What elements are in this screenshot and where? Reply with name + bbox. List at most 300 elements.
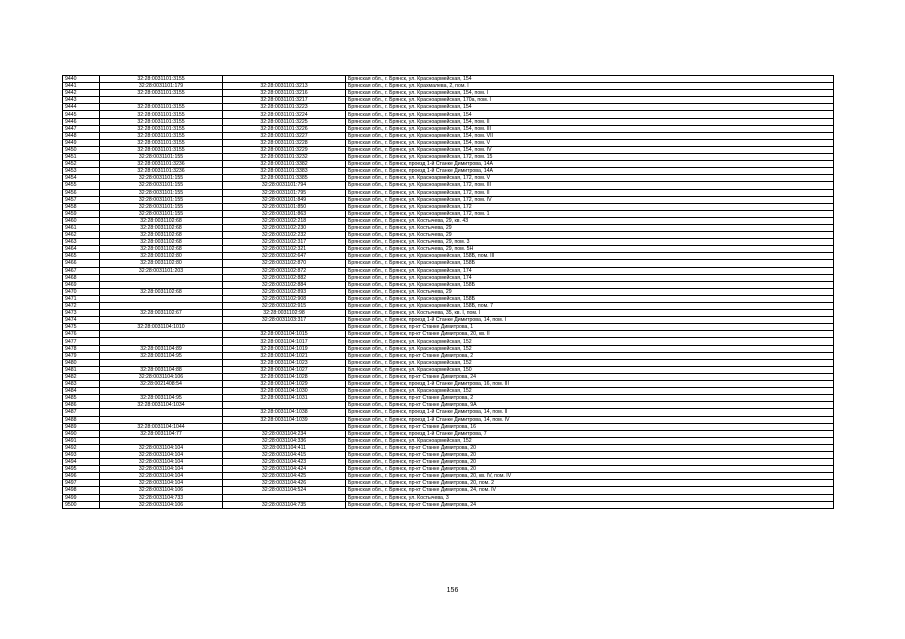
object-cadastral-number-cell: 32:28:0031101:3217 [223,97,346,104]
parcel-cadastral-number-cell: 32:28:0031101:3155 [100,146,223,153]
address-cell: Брянская обл., г. Брянск, проезд 1-й Станке Димитрова, 14А [346,168,834,175]
object-cadastral-number-cell: 32:28:0031104:1031 [223,395,346,402]
parcel-cadastral-number-cell: 32:28:0031104:106 [100,373,223,380]
row-number-cell: 9455 [63,182,100,189]
address-cell: Брянская обл., г. Брянск, пр-кт Станке Димитрова, 1 [346,324,834,331]
row-number-cell: 9480 [63,359,100,366]
address-cell: Брянская обл., г. Брянск, ул. Красноармейская, 152 [346,338,834,345]
table-row [63,83,834,90]
parcel-cadastral-number-cell: 32:28:0031101:3236 [100,168,223,175]
table-row [63,381,834,388]
row-number-cell: 9454 [63,175,100,182]
parcel-cadastral-number-cell [100,409,223,416]
table-row [63,444,834,451]
table-row [63,303,834,310]
object-cadastral-number-cell: 32:28:0031101:3383 [223,168,346,175]
address-cell: Брянская обл., г. Брянск, пр-кт Станке Димитрова, 24 [346,373,834,380]
parcel-cadastral-number-cell: 32:28:0031101:203 [100,267,223,274]
object-cadastral-number-cell: 32:28:0031102:230 [223,224,346,231]
address-cell: Брянская обл., г. Брянск, ул. Костычева, 3 [346,494,834,501]
row-number-cell: 9447 [63,125,100,132]
parcel-cadastral-number-cell: 32:28:0031104:733 [100,494,223,501]
parcel-cadastral-number-cell [100,416,223,423]
object-cadastral-number-cell: 32:28:0031104:1017 [223,338,346,345]
table-row [63,118,834,125]
row-number-cell: 9495 [63,466,100,473]
address-cell: Брянская обл., г. Брянск, пр-кт Станке Димитрова, 20 [346,444,834,451]
table-row [63,373,834,380]
row-number-cell: 9467 [63,267,100,274]
parcel-cadastral-number-cell [100,388,223,395]
parcel-cadastral-number-cell: 32:28:0031101:155 [100,210,223,217]
address-cell: Брянская обл., г. Брянск, ул. Красноармейская, 152 [346,359,834,366]
table-row [63,423,834,430]
table-row [63,466,834,473]
table-row [63,161,834,168]
row-number-cell: 9492 [63,444,100,451]
table-row [63,295,834,302]
row-number-cell: 9444 [63,104,100,111]
parcel-cadastral-number-cell: 32:28:0031104:1034 [100,402,223,409]
address-cell: Брянская обл., г. Брянск, ул. Красноармейская, 150 [346,366,834,373]
object-cadastral-number-cell: 32:28:0031104:735 [223,501,346,508]
address-cell: Брянская обл., г. Брянск, ул. Красноармейская, 172, пом. II [346,189,834,196]
object-cadastral-number-cell: 32:28:0031102:893 [223,288,346,295]
address-cell: Брянская обл., г. Брянск, ул. Красноармейская, 154, пом. VII [346,132,834,139]
table-row [63,494,834,501]
table-row [63,430,834,437]
table-row [63,388,834,395]
row-number-cell: 9493 [63,451,100,458]
address-cell: Брянская обл., г. Брянск, проезд 1-й Станке Димитрова, 7 [346,430,834,437]
object-cadastral-number-cell [223,76,346,83]
registry-table-body [63,76,834,509]
row-number-cell: 9488 [63,416,100,423]
row-number-cell: 9474 [63,317,100,324]
object-cadastral-number-cell: 32:28:0031101:795 [223,189,346,196]
row-number-cell: 9445 [63,111,100,118]
address-cell: Брянская обл., г. Брянск, ул. Костычева, 29, кв. 43 [346,217,834,224]
row-number-cell: 9478 [63,345,100,352]
address-cell: Брянская обл., г. Брянск, ул. Костычева, 35, кв. I, пом. I [346,310,834,317]
row-number-cell: 9456 [63,189,100,196]
address-cell: Брянская обл., г. Брянск, ул. Красноармейская, 174 [346,267,834,274]
row-number-cell: 9442 [63,90,100,97]
parcel-cadastral-number-cell [100,303,223,310]
parcel-cadastral-number-cell [100,317,223,324]
table-row [63,196,834,203]
row-number-cell: 9477 [63,338,100,345]
address-cell: Брянская обл., г. Брянск, ул. Красноармейская, 172 [346,203,834,210]
object-cadastral-number-cell: 32:28:0031104:1027 [223,366,346,373]
object-cadastral-number-cell: 32:28:0031104:411 [223,444,346,451]
parcel-cadastral-number-cell: 32:28:0031101:3155 [100,104,223,111]
address-cell: Брянская обл., г. Брянск, ул. Красноармейская, 158Б [346,295,834,302]
row-number-cell: 9490 [63,430,100,437]
row-number-cell: 9496 [63,473,100,480]
address-cell: Брянская обл., г. Брянск, ул. Красноармейская, 154, пом. II [346,118,834,125]
parcel-cadastral-number-cell: 32:28:0031101:3155 [100,111,223,118]
table-row [63,267,834,274]
table-row [63,451,834,458]
object-cadastral-number-cell: 32:28:0031102:647 [223,253,346,260]
table-row [63,146,834,153]
address-cell: Брянская обл., г. Брянск, ул. Красноармейская, 152 [346,437,834,444]
object-cadastral-number-cell [223,402,346,409]
row-number-cell: 9449 [63,139,100,146]
parcel-cadastral-number-cell: 32:28:0031101:3155 [100,90,223,97]
object-cadastral-number-cell: 32:28:0031104:1023 [223,359,346,366]
object-cadastral-number-cell: 32:28:0031104:425 [223,473,346,480]
object-cadastral-number-cell: 32:28:0031104:426 [223,480,346,487]
parcel-cadastral-number-cell: 32:28:0031104:106 [100,501,223,508]
object-cadastral-number-cell: 32:28:0031102:232 [223,232,346,239]
row-number-cell: 9500 [63,501,100,508]
row-number-cell: 9485 [63,395,100,402]
address-cell: Брянская обл., г. Брянск, проезд 1-й Станке Димитрова, 14, пом. I [346,317,834,324]
parcel-cadastral-number-cell: 32:28:0031101:155 [100,196,223,203]
parcel-cadastral-number-cell: 32:28:0031104:1010 [100,324,223,331]
table-row [63,437,834,444]
object-cadastral-number-cell: 32:28:0031104:1029 [223,381,346,388]
object-cadastral-number-cell: 32:28:0031104:1030 [223,388,346,395]
object-cadastral-number-cell [223,494,346,501]
row-number-cell: 9476 [63,331,100,338]
object-cadastral-number-cell: 32:28:0031104:1021 [223,352,346,359]
row-number-cell: 9479 [63,352,100,359]
address-cell: Брянская обл., г. Брянск, ул. Красноармейская, 154, пом. IV [346,146,834,153]
table-row [63,239,834,246]
parcel-cadastral-number-cell: 32:28:0031104:104 [100,459,223,466]
object-cadastral-number-cell: 32:28:0031102:218 [223,217,346,224]
row-number-cell: 9468 [63,274,100,281]
object-cadastral-number-cell: 32:28:0031101:3225 [223,118,346,125]
parcel-cadastral-number-cell [100,97,223,104]
parcel-cadastral-number-cell: 32:28:0031101:3155 [100,118,223,125]
table-row [63,203,834,210]
row-number-cell: 9481 [63,366,100,373]
address-cell: Брянская обл., г. Брянск, ул. Красноармейская, 158Б, пом. 7 [346,303,834,310]
address-cell: Брянская обл., г. Брянск, проезд 1-й Станке Димитрова, 16, пом. III [346,381,834,388]
table-row [63,331,834,338]
row-number-cell: 9457 [63,196,100,203]
table-row [63,416,834,423]
object-cadastral-number-cell: 32:28:0031101:3224 [223,111,346,118]
row-number-cell: 9463 [63,239,100,246]
address-cell: Брянская обл., г. Брянск, пр-кт Станке Димитрова, 20 [346,451,834,458]
table-row [63,487,834,494]
row-number-cell: 9466 [63,260,100,267]
address-cell: Брянская обл., г. Брянск, пр-кт Станке Димитрова, 20, пом. 2 [346,480,834,487]
table-row [63,182,834,189]
table-row [63,310,834,317]
table-row [63,246,834,253]
row-number-cell: 9497 [63,480,100,487]
parcel-cadastral-number-cell: 32:28:0031101:3155 [100,132,223,139]
object-cadastral-number-cell: 32:28:0031101:863 [223,210,346,217]
address-cell: Брянская обл., г. Брянск, пр-кт Станке Димитрова, 20, кв. II [346,331,834,338]
row-number-cell: 9486 [63,402,100,409]
table-row [63,132,834,139]
table-row [63,260,834,267]
parcel-cadastral-number-cell: 32:28:0031104:95 [100,352,223,359]
table-row [63,274,834,281]
object-cadastral-number-cell: 32:28:0031102:908 [223,295,346,302]
address-cell: Брянская обл., г. Брянск, ул. Крахмалева, 2, пом. I [346,83,834,90]
object-cadastral-number-cell: 32:28:0031104:1019 [223,345,346,352]
parcel-cadastral-number-cell: 32:28:0031104:88 [100,366,223,373]
row-number-cell: 9461 [63,224,100,231]
object-cadastral-number-cell: 32:28:0031102:915 [223,303,346,310]
parcel-cadastral-number-cell: 32:28:0031104:104 [100,451,223,458]
row-number-cell: 9448 [63,132,100,139]
parcel-cadastral-number-cell: 32:28:0031101:155 [100,182,223,189]
row-number-cell: 9470 [63,288,100,295]
row-number-cell: 9494 [63,459,100,466]
row-number-cell: 9446 [63,118,100,125]
parcel-cadastral-number-cell: 32:28:0031101:155 [100,203,223,210]
row-number-cell: 9475 [63,324,100,331]
table-row [63,90,834,97]
row-number-cell: 9465 [63,253,100,260]
address-cell: Брянская обл., г. Брянск, ул. Красноармейская, 154 [346,104,834,111]
table-row [63,76,834,83]
table-row [63,139,834,146]
parcel-cadastral-number-cell [100,338,223,345]
object-cadastral-number-cell: 32:28:0031103:317 [223,317,346,324]
address-cell: Брянская обл., г. Брянск, ул. Костычева, 29 [346,232,834,239]
object-cadastral-number-cell: 32:28:0031104:1015 [223,331,346,338]
table-row [63,473,834,480]
address-cell: Брянская обл., г. Брянск, ул. Красноармейская, 158Б [346,260,834,267]
parcel-cadastral-number-cell: 32:28:0031104:104 [100,466,223,473]
table-row [63,352,834,359]
parcel-cadastral-number-cell: 32:28:0031101:3155 [100,125,223,132]
parcel-cadastral-number-cell: 32:28:0031104:104 [100,480,223,487]
object-cadastral-number-cell: 32:28:0031101:3382 [223,161,346,168]
object-cadastral-number-cell: 32:28:0031104:524 [223,487,346,494]
object-cadastral-number-cell: 32:28:0031101:3229 [223,146,346,153]
table-row [63,459,834,466]
object-cadastral-number-cell: 32:28:0031102:870 [223,260,346,267]
table-row [63,501,834,508]
address-cell: Брянская обл., г. Брянск, пр-кт Станке Димитрова, 2 [346,352,834,359]
table-row [63,125,834,132]
object-cadastral-number-cell: 32:28:0031104:1039 [223,416,346,423]
object-cadastral-number-cell: 32:28:0031104:415 [223,451,346,458]
address-cell: Брянская обл., г. Брянск, ул. Костычева, 29, пом. 5Н [346,246,834,253]
row-number-cell: 9491 [63,437,100,444]
parcel-cadastral-number-cell: 32:28:0031101:3155 [100,139,223,146]
row-number-cell: 9482 [63,373,100,380]
object-cadastral-number-cell: 32:28:0031101:3216 [223,90,346,97]
table-row [63,210,834,217]
parcel-cadastral-number-cell: 32:28:0031102:68 [100,239,223,246]
address-cell: Брянская обл., г. Брянск, ул. Красноармейская, 154, пом. I [346,90,834,97]
table-row [63,253,834,260]
table-row [63,224,834,231]
row-number-cell: 9458 [63,203,100,210]
table-row [63,217,834,224]
object-cadastral-number-cell [223,324,346,331]
row-number-cell: 9499 [63,494,100,501]
object-cadastral-number-cell: 32:28:0031104:1028 [223,373,346,380]
parcel-cadastral-number-cell: 32:28:0031101:179 [100,83,223,90]
table-row [63,175,834,182]
address-cell: Брянская обл., г. Брянск, ул. Красноармейская, 154 [346,111,834,118]
parcel-cadastral-number-cell: 32:28:0031102:68 [100,224,223,231]
address-cell: Брянская обл., г. Брянск, ул. Красноармейская, 172, пом. V [346,175,834,182]
row-number-cell: 9483 [63,381,100,388]
table-row [63,232,834,239]
row-number-cell: 9443 [63,97,100,104]
object-cadastral-number-cell: 32:28:0031102:872 [223,267,346,274]
object-cadastral-number-cell: 32:28:0031101:3227 [223,132,346,139]
address-cell: Брянская обл., г. Брянск, ул. Красноармейская, 172, пом. IV [346,196,834,203]
row-number-cell: 9464 [63,246,100,253]
parcel-cadastral-number-cell [100,359,223,366]
object-cadastral-number-cell: 32:28:0031101:3226 [223,125,346,132]
object-cadastral-number-cell: 32:28:0031104:336 [223,437,346,444]
address-cell: Брянская обл., г. Брянск, пр-кт Станке Димитрова, 20 [346,459,834,466]
object-cadastral-number-cell: 32:28:0031102:882 [223,274,346,281]
object-cadastral-number-cell: 32:28:0031104:423 [223,459,346,466]
address-cell: Брянская обл., г. Брянск, ул. Красноармейская, 152 [346,388,834,395]
row-number-cell: 9441 [63,83,100,90]
table-row [63,288,834,295]
table-row [63,189,834,196]
address-cell: Брянская обл., г. Брянск, ул. Красноармейская, 172, пом. III [346,182,834,189]
object-cadastral-number-cell: 32:28:0031102:98 [223,310,346,317]
parcel-cadastral-number-cell: 32:28:0031104:106 [100,487,223,494]
parcel-cadastral-number-cell: 32:28:0031104:89 [100,345,223,352]
address-cell: Брянская обл., г. Брянск, ул. Красноармейская, 170а, пом. I [346,97,834,104]
table-row [63,409,834,416]
row-number-cell: 9452 [63,161,100,168]
address-cell: Брянская обл., г. Брянск, ул. Красноармейская, 174 [346,274,834,281]
table-row [63,281,834,288]
parcel-cadastral-number-cell: 32:28:0031101:155 [100,175,223,182]
parcel-cadastral-number-cell: 32:28:0031101:3236 [100,161,223,168]
address-cell: Брянская обл., г. Брянск, ул. Красноармейская, 154, пом. III [346,125,834,132]
address-cell: Брянская обл., г. Брянск, пр-кт Станке Димитрова, 9А [346,402,834,409]
address-cell: Брянская обл., г. Брянск, пр-кт Станке Димитрова, 24 [346,501,834,508]
address-cell: Брянская обл., г. Брянск, пр-кт Станке Димитрова, 24, пом. IV [346,487,834,494]
parcel-cadastral-number-cell: 32:28:0031102:68 [100,288,223,295]
row-number-cell: 9453 [63,168,100,175]
parcel-cadastral-number-cell: 32:28:0031102:67 [100,310,223,317]
row-number-cell: 9450 [63,146,100,153]
page-number: 156 [446,587,459,594]
object-cadastral-number-cell: 32:28:0031104:424 [223,466,346,473]
parcel-cadastral-number-cell: 32:28:0021408:54 [100,381,223,388]
table-row [63,154,834,161]
row-number-cell: 9489 [63,423,100,430]
row-number-cell: 9487 [63,409,100,416]
address-cell: Брянская обл., г. Брянск, пр-кт Станке Димитрова, 2 [346,395,834,402]
table-row [63,345,834,352]
address-cell: Брянская обл., г. Брянск, ул. Костычева, 29 [346,288,834,295]
parcel-cadastral-number-cell: 32:28:0031104:104 [100,444,223,451]
object-cadastral-number-cell: 32:28:0031101:3223 [223,104,346,111]
address-cell: Брянская обл., г. Брянск, ул. Красноармейская, 172, пом. 1 [346,210,834,217]
parcel-cadastral-number-cell: 32:28:0031102:80 [100,260,223,267]
address-cell: Брянская обл., г. Брянск, ул. Красноармейская, 158Б [346,281,834,288]
row-number-cell: 9462 [63,232,100,239]
table-row [63,317,834,324]
table-row [63,359,834,366]
parcel-cadastral-number-cell: 32:28:0031102:68 [100,232,223,239]
parcel-cadastral-number-cell: 32:28:0031104:1044 [100,423,223,430]
object-cadastral-number-cell: 32:28:0031104:234 [223,430,346,437]
address-cell: Брянская обл., г. Брянск, пр-кт Станке Димитрова, 20, кв. IV, пом. IV [346,473,834,480]
row-number-cell: 9459 [63,210,100,217]
object-cadastral-number-cell [223,423,346,430]
parcel-cadastral-number-cell [100,437,223,444]
table-row [63,324,834,331]
table-row [63,97,834,104]
address-cell: Брянская обл., г. Брянск, ул. Костычева, 29 [346,224,834,231]
address-cell: Брянская обл., г. Брянск, пр-кт Станке Димитрова, 16 [346,423,834,430]
parcel-cadastral-number-cell: 32:28:0031104:95 [100,395,223,402]
table-row [63,104,834,111]
parcel-cadastral-number-cell: 32:28:0031102:80 [100,253,223,260]
parcel-cadastral-number-cell [100,274,223,281]
address-cell: Брянская обл., г. Брянск, ул. Красноармейская, 172, пом. 15 [346,154,834,161]
table-row [63,338,834,345]
parcel-cadastral-number-cell: 32:28:0031104:77 [100,430,223,437]
row-number-cell: 9471 [63,295,100,302]
row-number-cell: 9472 [63,303,100,310]
parcel-cadastral-number-cell: 32:28:0031102:68 [100,217,223,224]
parcel-cadastral-number-cell [100,331,223,338]
parcel-cadastral-number-cell: 32:28:0031101:155 [100,189,223,196]
row-number-cell: 9473 [63,310,100,317]
parcel-cadastral-number-cell: 32:28:0031104:104 [100,473,223,480]
parcel-cadastral-number-cell: 32:28:0031101:3155 [100,76,223,83]
address-cell: Брянская обл., г. Брянск, проезд 1-й Станке Димитрова, 14, пом. IV [346,416,834,423]
object-cadastral-number-cell: 32:28:0031102:321 [223,246,346,253]
parcel-cadastral-number-cell: 32:28:0031102:68 [100,246,223,253]
table-row [63,480,834,487]
address-cell: Брянская обл., г. Брянск, проезд 1-й Станке Димитрова, 14А [346,161,834,168]
object-cadastral-number-cell: 32:28:0031101:3213 [223,83,346,90]
address-cell: Брянская обл., г. Брянск, ул. Красноармейская, 158Б, пом. III [346,253,834,260]
object-cadastral-number-cell: 32:28:0031102:884 [223,281,346,288]
parcel-cadastral-number-cell [100,281,223,288]
object-cadastral-number-cell: 32:28:0031101:850 [223,203,346,210]
object-cadastral-number-cell: 32:28:0031102:317 [223,239,346,246]
row-number-cell: 9440 [63,76,100,83]
row-number-cell: 9498 [63,487,100,494]
object-cadastral-number-cell: 32:28:0031101:3232 [223,154,346,161]
table-row [63,402,834,409]
row-number-cell: 9484 [63,388,100,395]
object-cadastral-number-cell: 32:28:0031101:3228 [223,139,346,146]
table-row [63,395,834,402]
address-cell: Брянская обл., г. Брянск, проезд 1-й Станке Димитрова, 14, пом. II [346,409,834,416]
table-row [63,168,834,175]
address-cell: Брянская обл., г. Брянск, пр-кт Станке Димитрова, 20 [346,466,834,473]
address-cell: Брянская обл., г. Брянск, ул. Костычева, 29, пом. 3 [346,239,834,246]
address-cell: Брянская обл., г. Брянск, ул. Красноармейская, 154 [346,76,834,83]
row-number-cell: 9460 [63,217,100,224]
object-cadastral-number-cell: 32:28:0031101:794 [223,182,346,189]
row-number-cell: 9451 [63,154,100,161]
table-row [63,111,834,118]
object-cadastral-number-cell: 32:28:0031104:1038 [223,409,346,416]
address-cell: Брянская обл., г. Брянск, ул. Красноармейская, 152 [346,345,834,352]
